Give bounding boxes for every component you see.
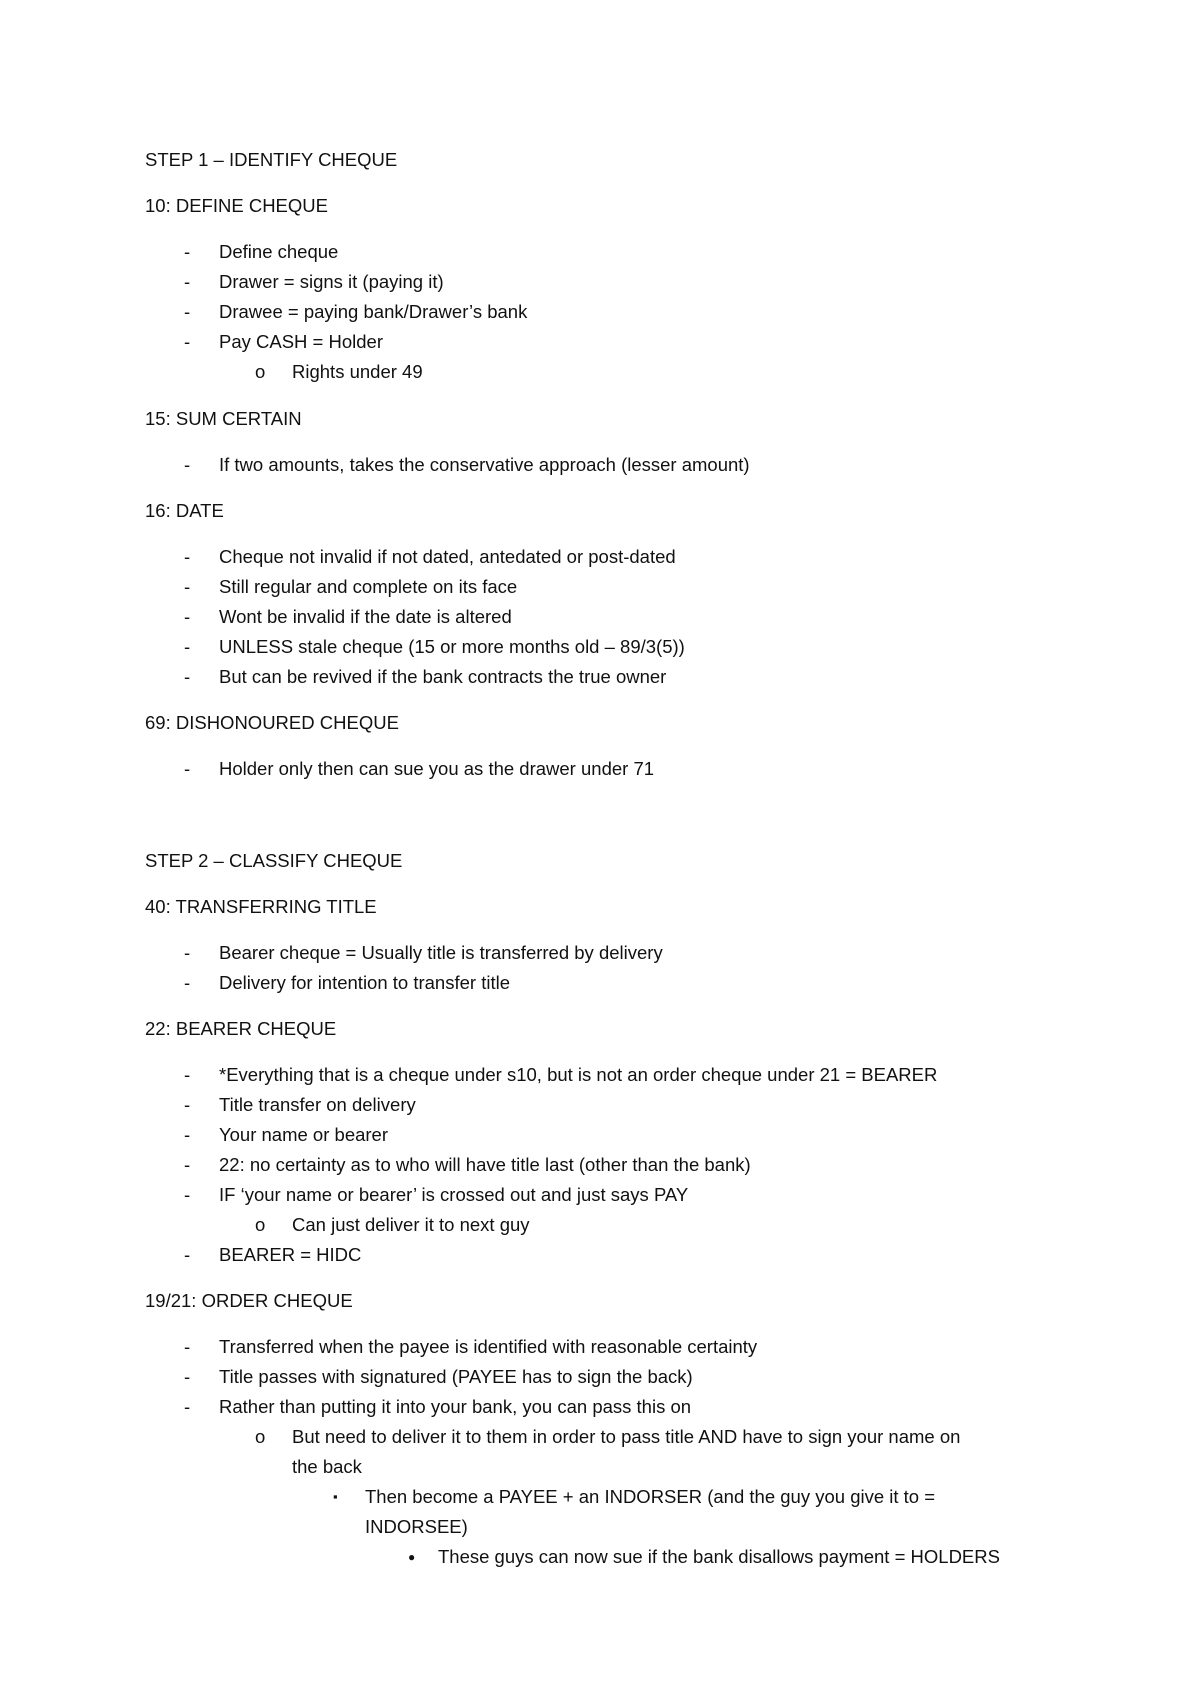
- sub-sub-sub-list-item: These guys can now sue if the bank disallows payment = HOLDERS: [438, 1546, 1000, 1567]
- list-item: Bearer cheque = Usually title is transferred by delivery: [219, 942, 663, 963]
- dash-marker: -: [184, 271, 191, 292]
- list-item: Holder only then can sue you as the drawer under 71: [219, 758, 655, 779]
- list-item: Drawer = signs it (paying it): [219, 271, 444, 292]
- dash-marker: -: [184, 1184, 191, 1205]
- list-item: UNLESS stale cheque (15 or more months old – 89/3(5)): [219, 636, 685, 657]
- dash-marker: -: [184, 454, 191, 475]
- dash-marker: -: [184, 241, 191, 262]
- list-item: Still regular and complete on its face: [219, 576, 518, 597]
- section-heading: 40: TRANSFERRING TITLE: [145, 896, 377, 917]
- list-item: Pay CASH = Holder: [219, 331, 383, 352]
- section-heading: 69: DISHONOURED CHEQUE: [145, 712, 399, 733]
- dash-marker: -: [184, 972, 191, 993]
- section-heading: 15: SUM CERTAIN: [145, 408, 302, 429]
- list-item: Delivery for intention to transfer title: [219, 972, 510, 993]
- sub-list-item: Can just deliver it to next guy: [292, 1214, 530, 1235]
- list-item: BEARER = HIDC: [219, 1244, 362, 1265]
- dash-marker: -: [184, 1244, 191, 1265]
- dash-marker: -: [184, 1396, 191, 1417]
- list-item: IF ‘your name or bearer’ is crossed out and just says PAY: [219, 1184, 689, 1205]
- list-item: *Everything that is a cheque under s10, but is not an order cheque under 21 = BEARER: [219, 1064, 938, 1085]
- dash-marker: -: [184, 636, 191, 657]
- list-item: Transferred when the payee is identified with reasonable certainty: [219, 1336, 758, 1357]
- list-item: But can be revived if the bank contracts the true owner: [219, 666, 667, 687]
- section-heading: 22: BEARER CHEQUE: [145, 1018, 337, 1039]
- circle-marker: o: [255, 361, 266, 382]
- sub-sub-list-item-continuation: INDORSEE): [365, 1516, 468, 1537]
- sub-sub-list-item: Then become a PAYEE + an INDORSER (and the guy you give it to =: [365, 1486, 936, 1507]
- dash-marker: -: [184, 576, 191, 597]
- list-item: If two amounts, takes the conservative approach (lesser amount): [219, 454, 750, 475]
- section-heading: 19/21: ORDER CHEQUE: [145, 1290, 353, 1311]
- list-item: 22: no certainty as to who will have title last (other than the bank): [219, 1154, 751, 1175]
- dash-marker: -: [184, 546, 191, 567]
- list-item: Title transfer on delivery: [219, 1094, 416, 1115]
- list-item: Your name or bearer: [219, 1124, 389, 1145]
- dot-marker: ●: [408, 1550, 416, 1564]
- dash-marker: -: [184, 1336, 191, 1357]
- dash-marker: -: [184, 1154, 191, 1175]
- step2-title: STEP 2 – CLASSIFY CHEQUE: [145, 850, 403, 871]
- list-item: Cheque not invalid if not dated, antedated or post-dated: [219, 546, 676, 567]
- list-item: Drawee = paying bank/Drawer’s bank: [219, 301, 528, 322]
- dash-marker: -: [184, 331, 191, 352]
- dash-marker: -: [184, 758, 191, 779]
- circle-marker: o: [255, 1214, 266, 1235]
- step1-title: STEP 1 – IDENTIFY CHEQUE: [145, 149, 398, 170]
- dash-marker: -: [184, 301, 191, 322]
- sub-list-item-continuation: the back: [292, 1456, 362, 1477]
- dash-marker: -: [184, 666, 191, 687]
- list-item: Wont be invalid if the date is altered: [219, 606, 512, 627]
- square-marker: ▪: [333, 1489, 338, 1504]
- list-item: Rather than putting it into your bank, you can pass this on: [219, 1396, 692, 1417]
- sub-list-item: Rights under 49: [292, 361, 423, 382]
- section-heading: 16: DATE: [145, 500, 224, 521]
- dash-marker: -: [184, 942, 191, 963]
- dash-marker: -: [184, 1366, 191, 1387]
- sub-list-item: But need to deliver it to them in order to pass title AND have to sign your name on: [292, 1426, 961, 1447]
- circle-marker: o: [255, 1426, 266, 1447]
- dash-marker: -: [184, 1064, 191, 1085]
- list-item: Title passes with signatured (PAYEE has to sign the back): [219, 1366, 693, 1387]
- dash-marker: -: [184, 606, 191, 627]
- dash-marker: -: [184, 1124, 191, 1145]
- dash-marker: -: [184, 1094, 191, 1115]
- list-item: Define cheque: [219, 241, 339, 262]
- section-heading: 10: DEFINE CHEQUE: [145, 195, 328, 216]
